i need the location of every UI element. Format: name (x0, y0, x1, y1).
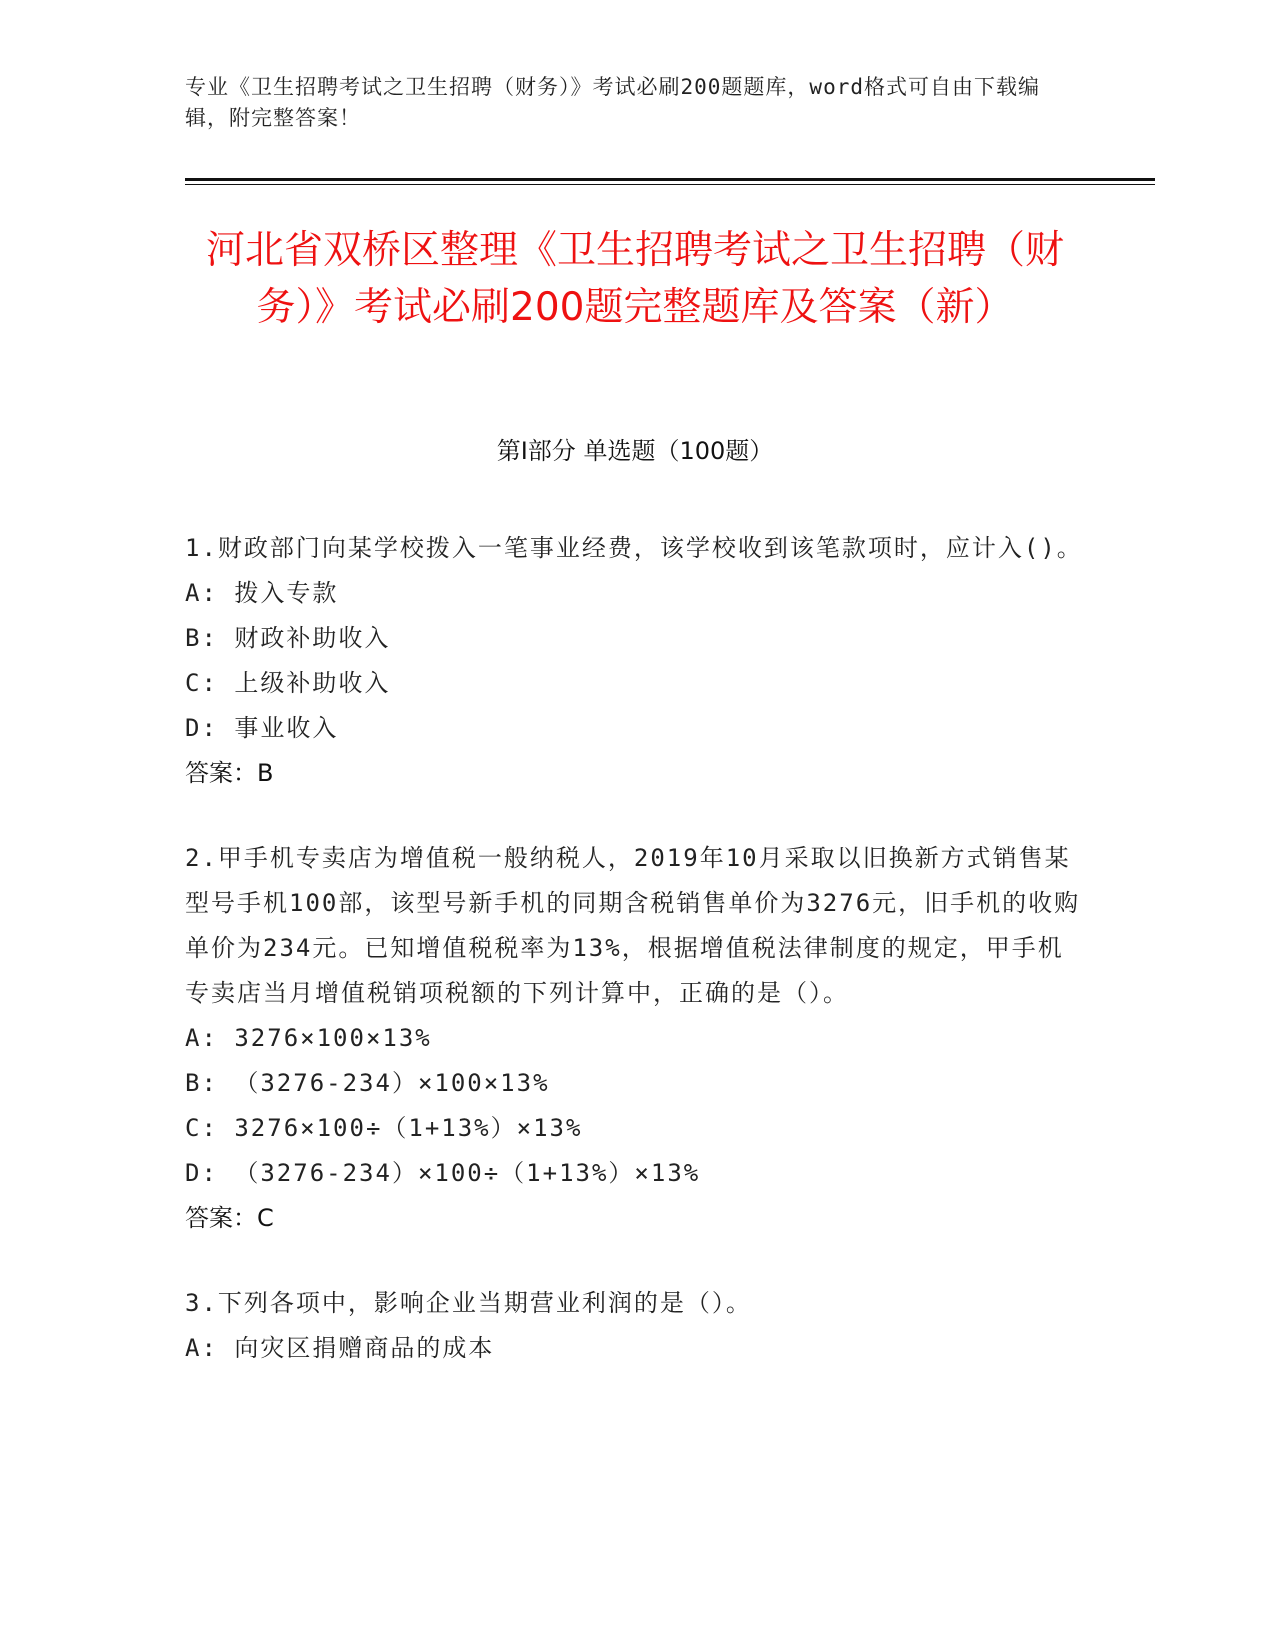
question-stem: 3.下列各项中，影响企业当期营业利润的是（）。 (185, 1289, 752, 1317)
option-d: D: 事业收入 (185, 714, 339, 742)
question-stem: 2.甲手机专卖店为增值税一般纳税人，2019年10月采取以旧换新方式销售某型号手机100部，该型号新手机的同期含税销售单价为3276元，旧手机的收购单价为234元。已知增值税税率为13%，根据增值税法律制度的规定，甲手机专卖店当月增值税销项税额的下列计算中，正确的是（）。 (185, 844, 1081, 1007)
option-c: C: 3276×100÷（1+13%）×13% (185, 1114, 583, 1142)
answer: 答案：B (185, 759, 274, 787)
option-b: B: 财政补助收入 (185, 624, 391, 652)
document-title: 河北省双桥区整理《卫生招聘考试之卫生招聘（财务）》考试必刷200题完整题库及答案（新） (205, 228, 1064, 330)
question-1 (185, 526, 1085, 796)
question-stem: 1.财政部门向某学校拨入一笔事业经费，该学校收到该笔款项时，应计入()。 (185, 534, 1083, 562)
header-divider-thick (185, 178, 1155, 181)
option-a: A: 拨入专款 (185, 579, 339, 607)
answer: 答案：C (185, 1204, 274, 1232)
option-a: A: 3276×100×13% (185, 1024, 432, 1052)
header-note: 专业《卫生招聘考试之卫生招聘（财务）》考试必刷200题题库，word格式可自由下载编辑，附完整答案！ (185, 75, 1040, 130)
question-3 (185, 1281, 1085, 1371)
option-b: B: （3276-234）×100×13% (185, 1069, 550, 1097)
question-2 (185, 836, 1085, 1241)
option-c: C: 上级补助收入 (185, 669, 391, 697)
header-divider-thin (185, 184, 1155, 185)
option-a: A: 向灾区捐赠商品的成本 (185, 1334, 495, 1362)
section-title: 第Ⅰ部分 单选题（100题） (496, 437, 774, 465)
question-list (185, 526, 1085, 1411)
option-d: D: （3276-234）×100÷（1+13%）×13% (185, 1159, 701, 1187)
